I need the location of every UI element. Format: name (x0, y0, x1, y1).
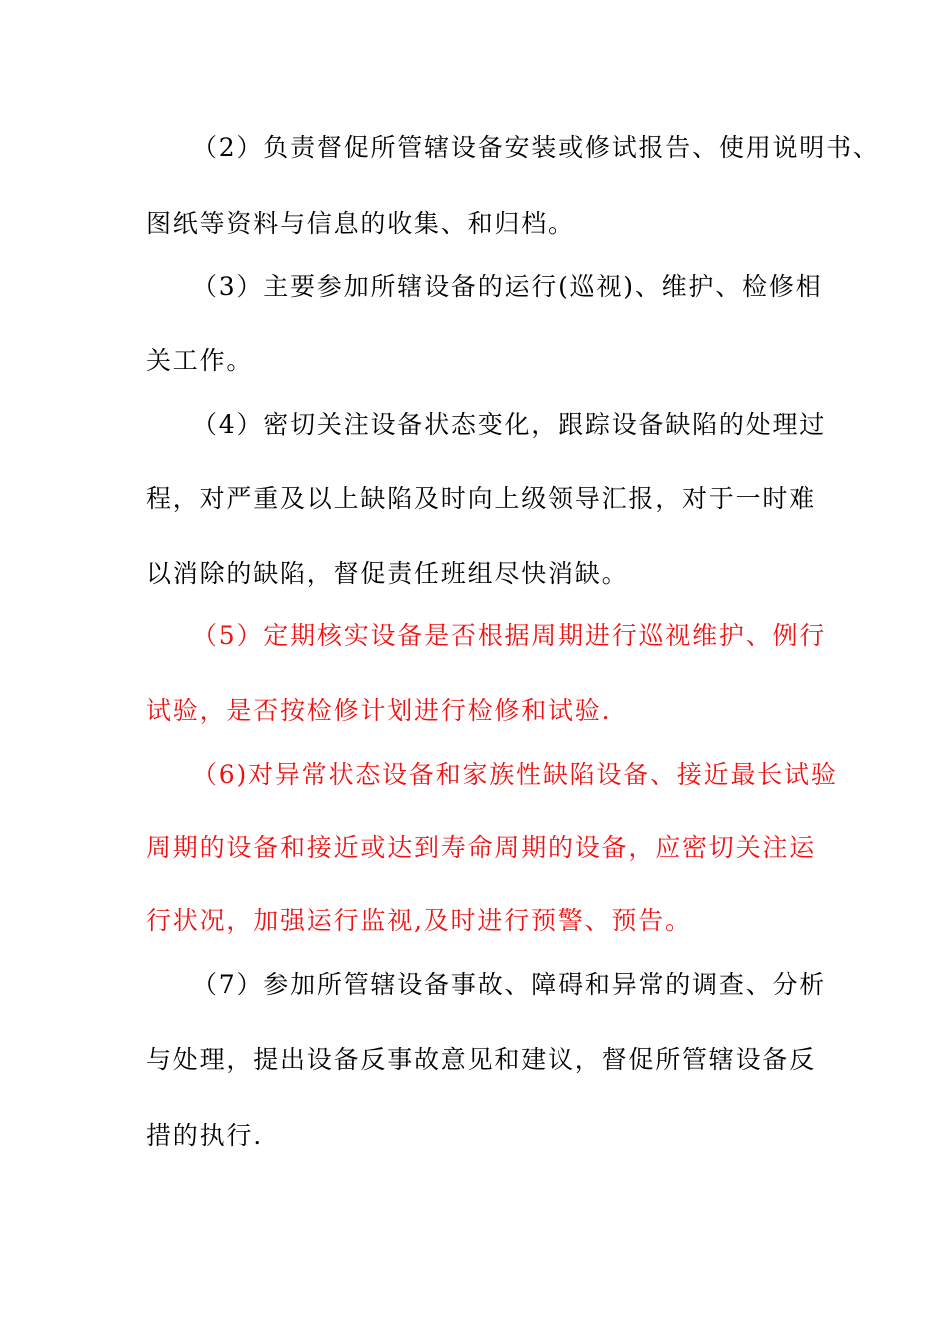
paragraph-2-line-1: （2）负责督促所管辖设备安装或修试报告、使用说明书、 (192, 133, 880, 162)
paragraph-4-line-3: 以消除的缺陷，督促责任班组尽快消缺。 (146, 559, 629, 588)
paragraph-7-line-1: （7）参加所管辖设备事故、障碍和异常的调查、分析 (192, 970, 827, 999)
paragraph-6-line-1: （6)对异常状态设备和家族性缺陷设备、接近最长试验 (192, 760, 838, 789)
paragraph-3-line-2: 关工作。 (146, 346, 254, 375)
paragraph-2-line-2: 图纸等资料与信息的收集、和归档。 (146, 209, 575, 238)
paragraph-7-line-3: 措的执行. (146, 1121, 263, 1150)
paragraph-4-line-1: （4）密切关注设备状态变化，跟踪设备缺陷的处理过 (192, 410, 827, 439)
paragraph-6-line-3: 行状况，加强运行监视,及时进行预警、预告。 (146, 906, 692, 935)
paragraph-4-line-2: 程，对严重及以上缺陷及时向上级领导汇报，对于一时难 (146, 484, 817, 513)
paragraph-3-line-1: （3）主要参加所辖设备的运行(巡视)、维护、检修相 (192, 272, 823, 301)
paragraph-5-line-2: 试验，是否按检修计划进行检修和试验. (146, 696, 612, 725)
paragraph-6-line-2: 周期的设备和接近或达到寿命周期的设备，应密切关注运 (146, 833, 817, 862)
paragraph-5-line-1: （5）定期核实设备是否根据周期进行巡视维护、例行 (192, 621, 827, 650)
paragraph-7-line-2: 与处理，提出设备反事故意见和建议，督促所管辖设备反 (146, 1045, 817, 1074)
